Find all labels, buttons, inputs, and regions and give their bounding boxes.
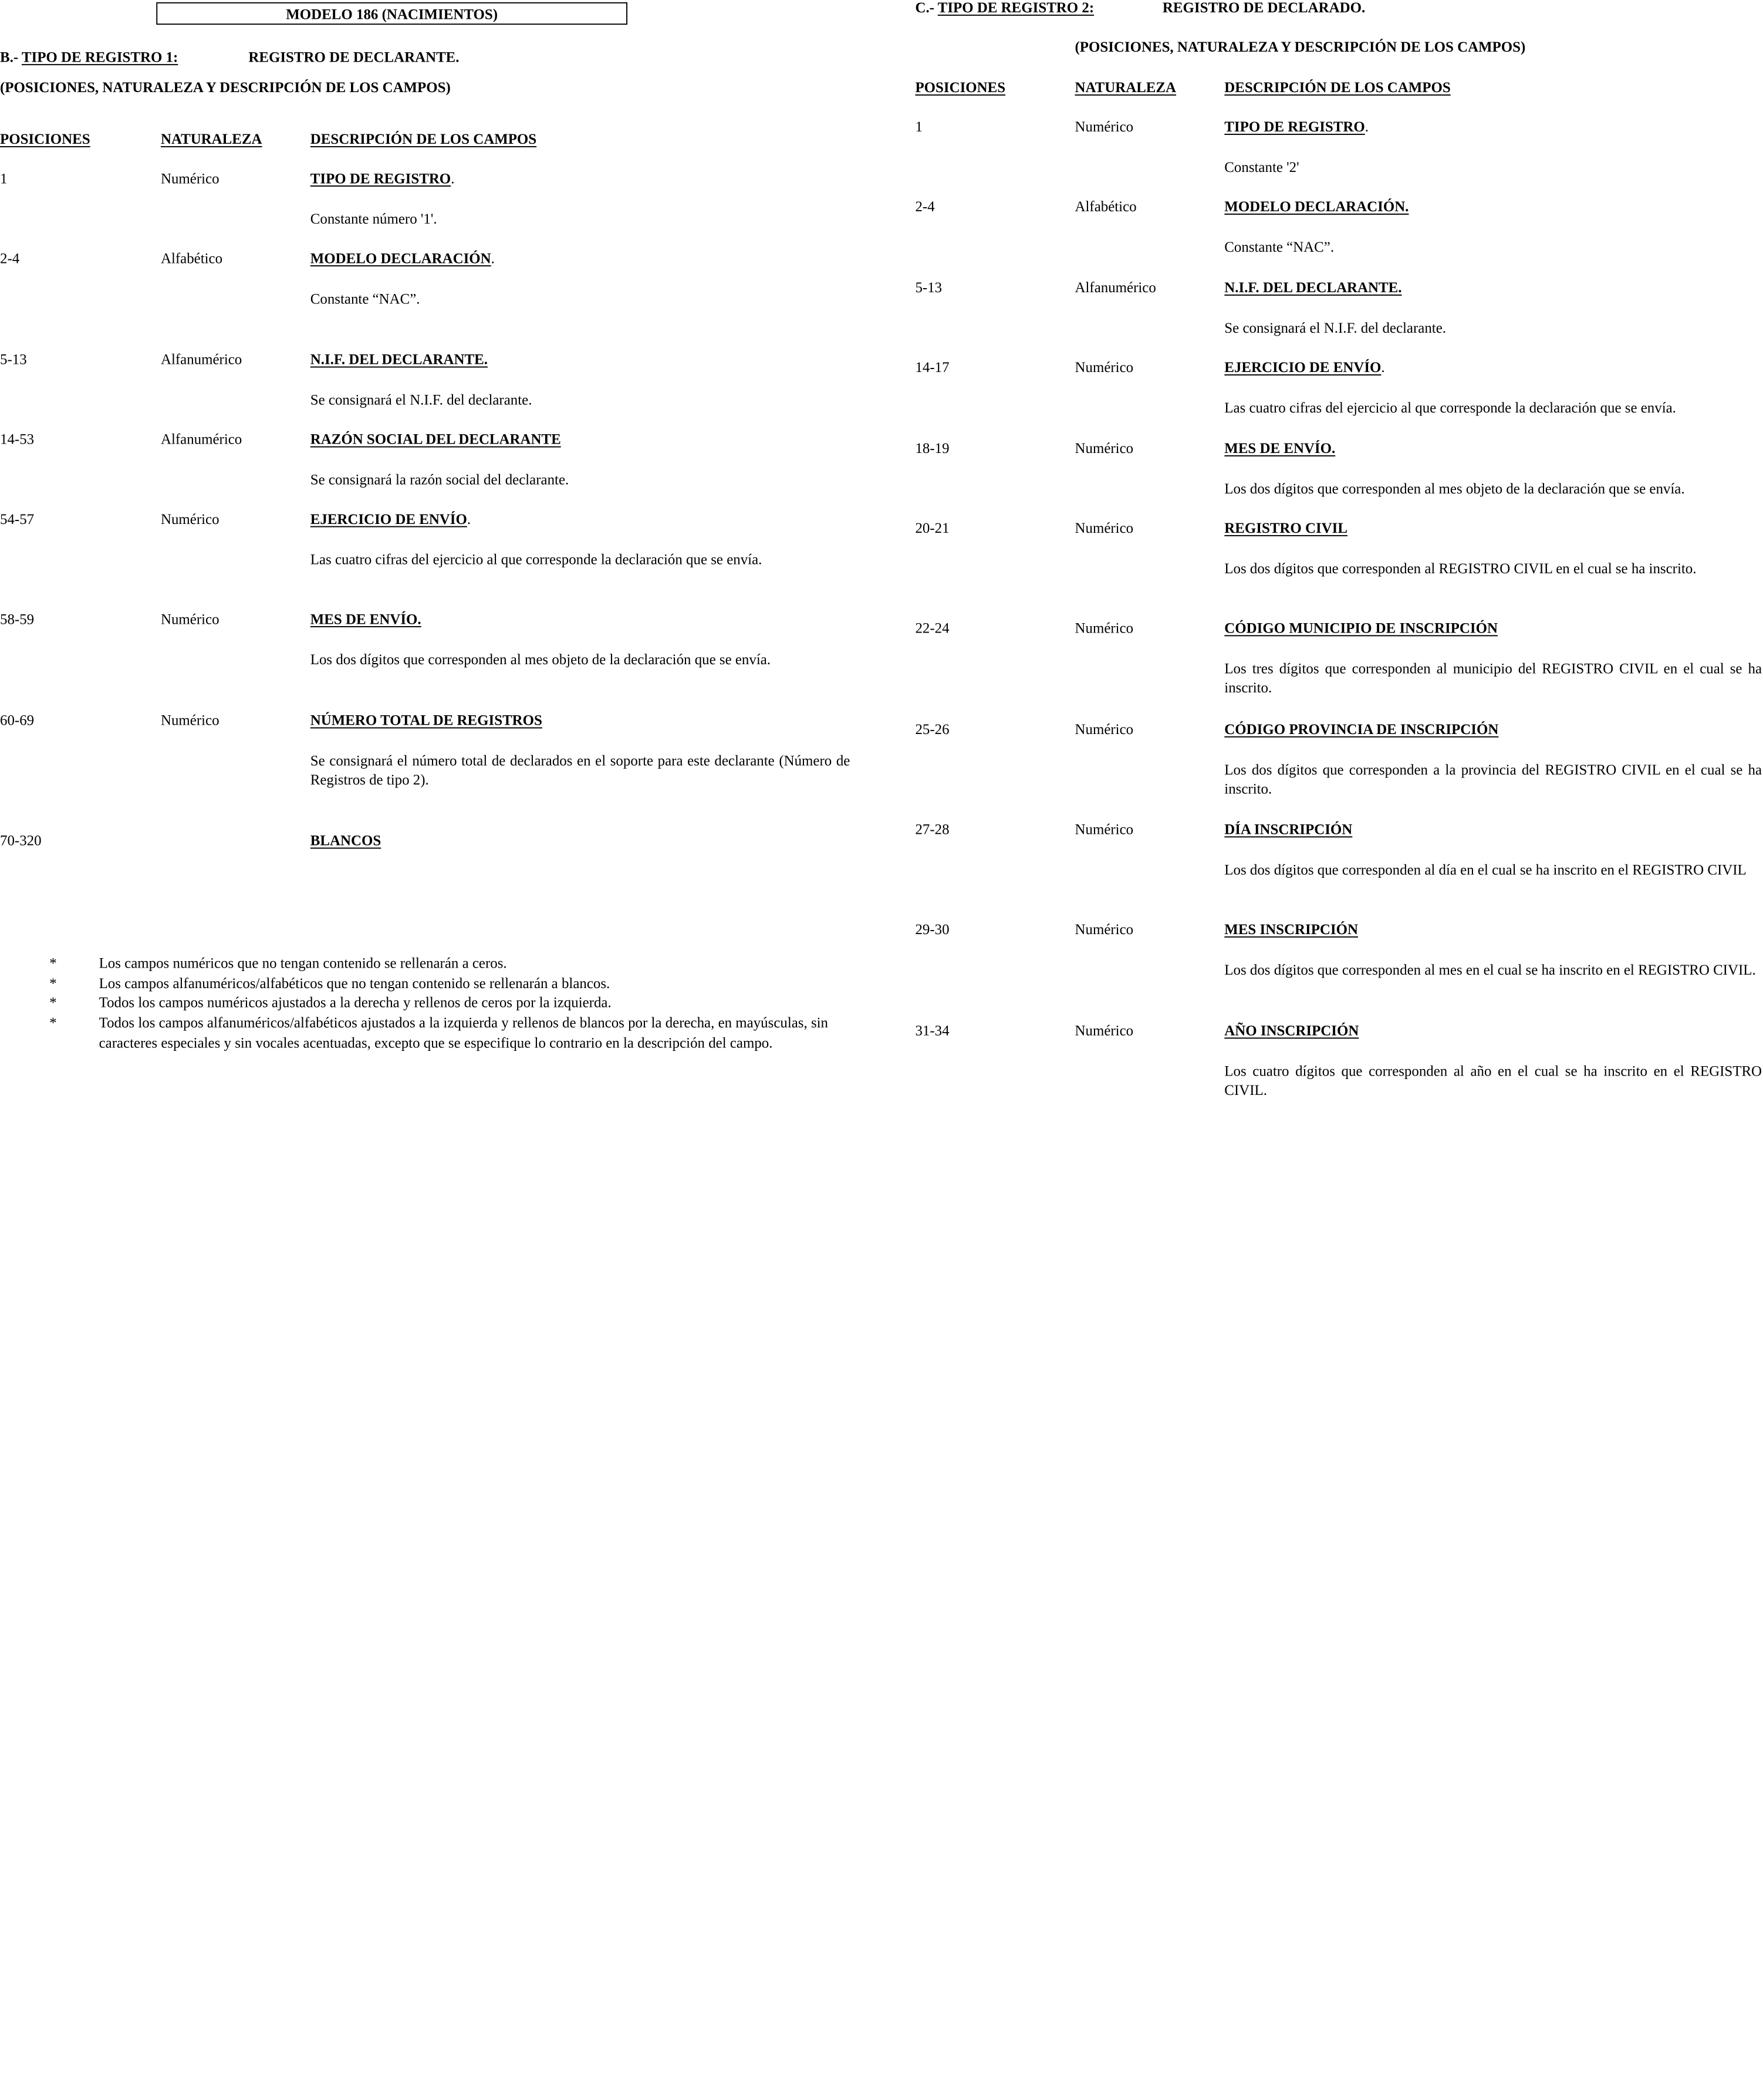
field-name-line [310, 831, 381, 850]
section-b-prefix: B.- [0, 48, 22, 66]
field-name-line [310, 430, 561, 449]
field-position: 2-4 [915, 198, 935, 215]
field-name: N.I.F. DEL DECLARANTE. [1224, 279, 1402, 296]
field-description: Los dos dígitos que corresponden al mes objeto de la declaración que se envía. [1224, 480, 1685, 497]
field-position: 29-30 [915, 921, 950, 938]
field-name-line [310, 350, 488, 369]
field-name-line [1224, 117, 1369, 136]
field-name-suffix: . [1381, 359, 1385, 376]
field-name-suffix: . [1365, 118, 1369, 135]
note-bullet: * [49, 993, 57, 1011]
field-name-line [1224, 618, 1498, 638]
field-name: REGISTRO CIVIL [1224, 519, 1347, 536]
field-nature: Numérico [160, 711, 219, 729]
section-c-heading [915, 0, 1094, 17]
field-position: 70-320 [0, 831, 42, 849]
field-nature: Numérico [1075, 439, 1134, 456]
field-name-line [1224, 278, 1401, 297]
left-col-header-positions: POSICIONES [0, 130, 90, 147]
field-name-suffix: . [451, 170, 455, 187]
field-name: RAZÓN SOCIAL DEL DECLARANTE [310, 430, 561, 448]
field-description: Los dos dígitos que corresponden al REGISTRO CIVIL en el cual se ha inscrito. [1224, 560, 1697, 577]
field-position: 5-13 [0, 350, 27, 368]
field-nature: Numérico [1075, 721, 1134, 738]
field-description: Constante '2' [1224, 158, 1299, 175]
field-name-line [310, 609, 421, 628]
field-description: Las cuatro cifras del ejercicio al que corresponde la declaración que se envía. [1224, 399, 1676, 416]
field-position: 54-57 [0, 510, 35, 527]
right-col-header-positions: POSICIONES [915, 79, 1006, 96]
field-position: 1 [0, 170, 8, 187]
field-name-line [1224, 919, 1358, 939]
field-nature: Numérico [1075, 359, 1134, 376]
field-name-line [310, 711, 542, 730]
section-b-heading [0, 47, 178, 66]
field-position: 31-34 [915, 1022, 950, 1039]
field-description: Se consignará el número total de declarados en el soporte para este declarante (Número de Registros de tipo 2). [310, 752, 850, 788]
section-b-subtitle: (POSICIONES, NATURALEZA Y DESCRIPCIÓN DE LOS CAMPOS) [0, 79, 451, 96]
field-description: Las cuatro cifras del ejercicio al que corresponde la declaración que se envía. [310, 550, 762, 568]
field-description: Constante número '1'. [310, 210, 437, 227]
field-position: 14-17 [915, 359, 950, 376]
field-nature: Numérico [1075, 519, 1134, 536]
field-description: Los dos dígitos que corresponden al mes en el cual se ha inscrito en el REGISTRO CIVIL. [1224, 961, 1756, 978]
field-position: 58-59 [0, 610, 35, 628]
field-name-line [1224, 438, 1335, 458]
note-text: Todos los campos alfanuméricos/alfabéticos ajustados a la izquierda y rellenos de blancos por la derecha, en mayúsculas, sin caracteres especiales y sin vocales acentuadas, excepto que se especifique lo contrario en la descripción del campo. [99, 1014, 829, 1051]
field-nature: Numérico [1075, 820, 1134, 838]
field-name-line [1224, 518, 1347, 537]
section-c-subtitle: (POSICIONES, NATURALEZA Y DESCRIPCIÓN DE LOS CAMPOS) [1075, 38, 1526, 55]
field-description: Constante “NAC”. [1224, 238, 1335, 255]
section-b-type: TIPO DE REGISTRO 1: [21, 48, 178, 66]
field-position: 2-4 [0, 249, 20, 267]
field-name-line [1224, 357, 1384, 377]
field-description: Los cuatro dígitos que corresponden al año en el cual se ha inscrito en el REGISTRO CIVIL. [1224, 1062, 1762, 1098]
field-name: BLANCOS [310, 831, 381, 849]
note-text: Los campos numéricos que no tengan contenido se rellenarán a ceros. [99, 954, 507, 972]
field-description: Los dos dígitos que corresponden a la provincia del REGISTRO CIVIL en el cual se ha inscrito. [1224, 760, 1762, 797]
field-nature: Numérico [1075, 619, 1134, 637]
field-description: Se consignará la razón social del declarante. [310, 471, 569, 488]
field-name-suffix: . [467, 510, 471, 527]
document-title: MODELO 186 (NACIMIENTOS) [286, 5, 498, 23]
left-col-header-nature: NATURALEZA [160, 130, 262, 147]
field-name: MES DE ENVÍO. [310, 610, 421, 628]
field-name: CÓDIGO MUNICIPIO DE INSCRIPCIÓN [1224, 619, 1498, 637]
field-description: Los dos dígitos que corresponden al mes objeto de la declaración que se envía. [310, 651, 771, 668]
field-name-line [1224, 197, 1409, 216]
note-text: Todos los campos numéricos ajustados a la derecha y rellenos de ceros por la izquierda. [99, 993, 612, 1011]
field-name: MODELO DECLARACIÓN [310, 249, 491, 267]
field-position: 20-21 [915, 519, 950, 536]
field-nature: Numérico [1075, 921, 1134, 938]
section-c-name: REGISTRO DE DECLARADO. [1162, 0, 1366, 16]
field-name-line [310, 248, 495, 268]
section-c-prefix: C.- [915, 0, 938, 16]
field-position: 14-53 [0, 430, 35, 448]
field-description: Se consignará el N.I.F. del declarante. [1224, 319, 1446, 336]
note-bullet: * [49, 1014, 57, 1031]
field-name-line [310, 509, 471, 529]
field-nature: Alfanumérico [1075, 279, 1156, 296]
field-description: Se consignará el N.I.F. del declarante. [310, 391, 532, 408]
note-bullet: * [49, 974, 57, 992]
note-bullet: * [49, 954, 57, 972]
field-position: 22-24 [915, 619, 950, 637]
section-c-type: TIPO DE REGISTRO 2: [937, 0, 1095, 16]
left-col-header-description: DESCRIPCIÓN DE LOS CAMPOS [310, 130, 537, 147]
field-description: Constante “NAC”. [310, 290, 420, 307]
field-position: 27-28 [915, 820, 950, 838]
field-name: DÍA INSCRIPCIÓN [1224, 820, 1353, 838]
field-position: 25-26 [915, 721, 950, 738]
field-name-line [1224, 1021, 1359, 1040]
field-name: N.I.F. DEL DECLARANTE. [310, 350, 488, 368]
field-nature: Alfanumérico [160, 430, 242, 448]
field-name-suffix: . [491, 249, 495, 267]
field-nature: Numérico [1075, 118, 1134, 135]
field-name-line [1224, 820, 1352, 839]
field-nature: Numérico [1075, 1022, 1134, 1039]
note-text: Los campos alfanuméricos/alfabéticos que no tengan contenido se rellenarán a blancos. [99, 974, 610, 992]
field-position: 18-19 [915, 439, 950, 456]
field-name-line [1224, 719, 1498, 739]
field-description: Los tres dígitos que corresponden al municipio del REGISTRO CIVIL en el cual se ha inscrito. [1224, 660, 1762, 696]
field-nature: Numérico [160, 510, 219, 527]
right-col-header-nature: NATURALEZA [1075, 79, 1177, 96]
field-name: MES INSCRIPCIÓN [1224, 921, 1358, 938]
field-name: NÚMERO TOTAL DE REGISTROS [310, 711, 542, 729]
field-position: 60-69 [0, 711, 35, 729]
field-name: CÓDIGO PROVINCIA DE INSCRIPCIÓN [1224, 721, 1499, 738]
field-position: 1 [915, 118, 923, 135]
field-nature: Numérico [160, 170, 219, 187]
field-name: MES DE ENVÍO. [1224, 439, 1336, 456]
field-position: 5-13 [915, 279, 943, 296]
field-name: EJERCICIO DE ENVÍO [1224, 359, 1382, 376]
field-name: MODELO DECLARACIÓN. [1224, 198, 1409, 215]
field-nature: Alfanumérico [160, 350, 242, 368]
field-name-line [310, 168, 455, 188]
field-name: AÑO INSCRIPCIÓN [1224, 1022, 1359, 1039]
section-b-name: REGISTRO DE DECLARANTE. [248, 48, 460, 66]
right-col-header-description: DESCRIPCIÓN DE LOS CAMPOS [1224, 79, 1451, 96]
field-name: TIPO DE REGISTRO [1224, 118, 1365, 135]
document-title-box [156, 2, 627, 25]
field-nature: Numérico [160, 610, 219, 628]
field-nature: Alfabético [160, 249, 223, 267]
field-description: Los dos dígitos que corresponden al día en el cual se ha inscrito en el REGISTRO CIVIL [1224, 861, 1747, 878]
field-nature: Alfabético [1075, 198, 1137, 215]
field-name: EJERCICIO DE ENVÍO [310, 510, 467, 527]
field-name: TIPO DE REGISTRO [310, 170, 451, 187]
